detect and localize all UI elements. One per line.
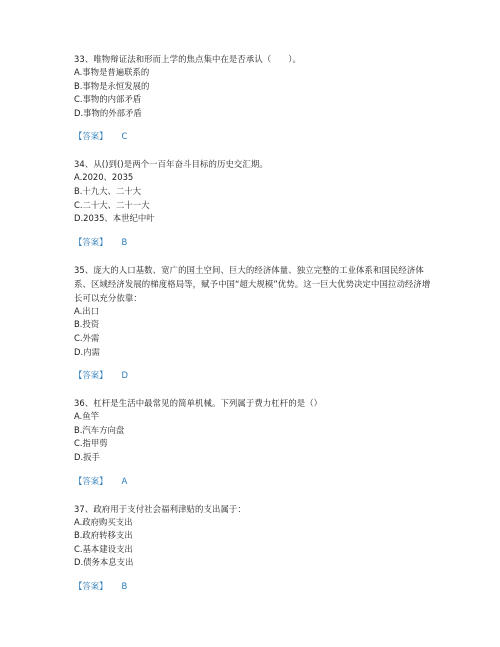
answer-label: 【答案】 [74,236,108,247]
answer-line [74,368,434,382]
answer-value: B [121,580,128,591]
option-d: D.事物的外部矛盾 [74,107,142,118]
question-33 [74,52,434,143]
answer-label: 【答案】 [74,475,108,486]
answer-label: 【答案】 [74,580,108,591]
question-stem: 37、政府用于支付社会福利津贴的支出属于： [74,503,246,514]
option-d: D.扳手 [74,451,100,462]
option-d: D.2035、本世纪中叶 [74,213,155,224]
answer-line [74,235,434,249]
answer-label: 【答案】 [74,131,108,142]
question-35 [74,263,434,382]
option-b: B.投资 [74,319,100,330]
answer-line [74,129,434,143]
option-c: C.二十大、二十一大 [74,199,150,210]
document-page [74,52,434,593]
option-c: C.外需 [74,332,100,343]
option-d: D.债务本息支出 [74,557,134,568]
option-a: A.鱼竿 [74,411,99,422]
question-stem: 36、杠杆是生活中最常见的简单机械。下列属于费力杠杆的是（） [74,398,323,409]
question-stem: 34、从()到()是两个一百年奋斗目标的历史交汇期。 [74,159,268,170]
option-a: A.事物是普遍联系的 [74,67,150,77]
question-36 [74,396,434,487]
option-b: B.十九大、二十大 [74,185,142,196]
answer-value: A [121,475,128,486]
question-stem: 35、庞大的人口基数、宽广的国土空间、巨大的经济体量、独立完整的工业体系和国民经济体系、区域经济发展的梯度格局等，赋予中国“超大规模”优势。这一巨大优势决定中国拉动经济增长可以充分依靠： [74,264,431,303]
option-b: B.汽车方向盘 [74,424,125,435]
answer-value: B [121,236,128,247]
option-c: C.事物的内部矛盾 [74,94,142,105]
option-a: A.2020、2035 [74,172,134,183]
option-b: B.事物是永恒发展的 [74,80,150,91]
answer-value: D [121,370,128,381]
answer-label: 【答案】 [74,370,108,381]
option-c: C.基本建设支出 [74,543,133,554]
option-b: B.政府转移支出 [74,530,133,541]
answer-line [74,579,434,593]
option-a: A.政府购买支出 [74,516,133,527]
question-34 [74,157,434,248]
question-stem: 33、唯物辩证法和形而上学的焦点集中在是否承认（ ）。 [74,54,302,64]
answer-line [74,474,434,488]
option-d: D.内需 [74,346,100,357]
question-37 [74,502,434,593]
option-a: A.出口 [74,305,99,316]
answer-value: C [121,131,128,142]
option-c: C.指甲剪 [74,438,108,449]
